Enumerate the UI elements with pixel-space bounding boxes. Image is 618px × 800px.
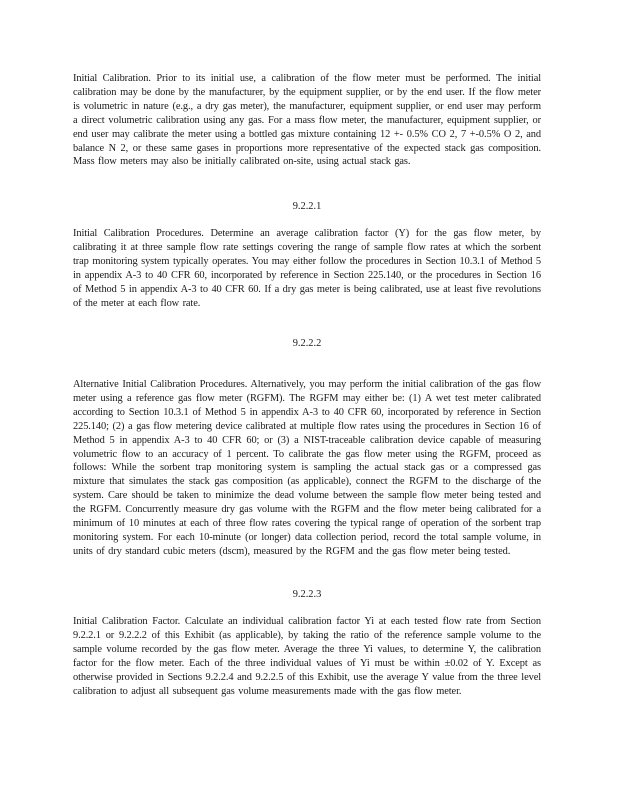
- section-heading-9-2-2-3: 9.2.2.3: [292, 589, 322, 600]
- paragraph-alternative-calibration-procedures: Alternative Initial Calibration Procedures. Alternatively, you may perform the initial calibration of the gas flow meter using a reference gas flow meter (RGFM). The RGFM may either be: (1) A wet test meter calibrated according to Section 10.3.1 of Method 5 in appendix A-3 to 40 CFR 60, incorporated by reference in Section 225.140; (2) a gas flow metering device calibrated at multiple flow rates using the procedures in Section 16 of Method 5 in appendix A-3 to 40 CFR 60; or (3) a NIST-traceable calibration device capable of measuring volumetric flow to an accuracy of 1 percent. To calibrate the gas flow meter using the RGFM, proceed as follows: While the sorbent trap monitoring system is sampling the actual stack gas or a compressed gas mixture that simulates the stack gas composition (as applicable), connect the RGFM to the discharge of the system. Care should be taken to minimize the dead volume between the sample flow meter being tested and the RGFM. Concurrently measure dry gas volume with the RGFM and the flow meter being calibrated for a minimum of 10 minutes at each of three flow rates covering the typical range of operation of the sorbent trap monitoring system. For each 10-minute (or longer) data collection period, record the total sample volume, in units of dry standard cubic meters (dscm), measured by the RGFM and the gas flow meter being tested.: [73, 379, 541, 557]
- paragraph-initial-calibration-factor: Initial Calibration Factor. Calculate an individual calibration factor Yi at each tested flow rate from Section 9.2.2.1 or 9.2.2.2 of this Exhibit (as applicable), by taking the ratio of the reference sample volume to the sample volume recorded by the gas flow meter. Average the three Yi values, to determine Y, the calibration factor for the flow meter. Each of the three individual values of Yi must be within ±0.02 of Y. Except as otherwise provided in Sections 9.2.2.4 and 9.2.2.5 of this Exhibit, use the average Y value from the three level calibration to adjust all subsequent gas volume measurements made with the gas flow meter.: [73, 616, 541, 697]
- section-heading-9-2-2-2: 9.2.2.2: [292, 338, 322, 349]
- paragraph-initial-calibration-procedures: Initial Calibration Procedures. Determine an average calibration factor (Y) for the gas flow meter, by calibrating it at three sample flow rate settings covering the range of sample flow rates at which the sorbent trap monitoring system typically operates. You may either follow the procedures in Section 10.3.1 of Method 5 in appendix A-3 to 40 CFR 60, incorporated by reference in Section 225.140, or the procedures in Section 16 of Method 5 in appendix A-3 to 40 CFR 60. If a dry gas meter is being calibrated, use at least five revolutions of the meter at each flow rate.: [73, 228, 541, 309]
- paragraph-initial-calibration: Initial Calibration. Prior to its initial use, a calibration of the flow meter must be performed. The initial calibration may be done by the manufacturer, by the equipment supplier, or by the end user. If the flow meter is volumetric in nature (e.g., a dry gas meter), the manufacturer, equipment supplier, or end user may perform a direct volumetric calibration using any gas. For a mass flow meter, the manufacturer, equipment supplier, or end user may calibrate the meter using a bottled gas mixture containing 12 +- 0.5% CO 2, 7 +-0.5% O 2, and balance N 2, or these same gases in proportions more representative of the expected stack gas composition. Mass flow meters may also be initially calibrated on-site, using actual stack gas.: [73, 73, 541, 168]
- section-heading-9-2-2-1: 9.2.2.1: [292, 201, 322, 212]
